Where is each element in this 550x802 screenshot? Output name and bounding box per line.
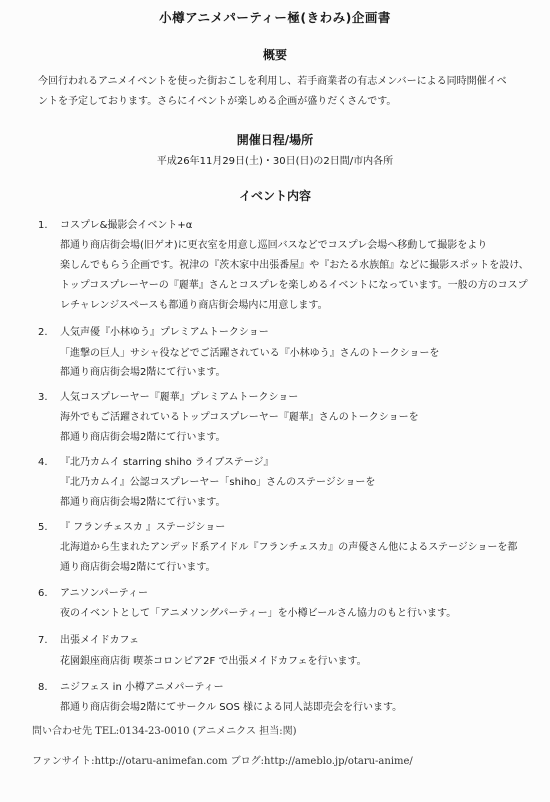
event-6-title-text: アニソンパーティー bbox=[60, 588, 148, 599]
schedule-text: 平成26年11月29日(土)・30日(日)の2日間/市内各所 bbox=[156, 156, 394, 167]
site-links: ファンサイト:http://otaru-animefan.com ブログ:http://ameblo.jp/otaru-anime/ bbox=[32, 756, 413, 767]
overview-line-2: ントを予定しております。さらにイベントが楽しめる企画が盛りだくさんです。 bbox=[38, 96, 397, 107]
event-5-title bbox=[38, 518, 225, 533]
schedule-heading: 開催日程/場所 bbox=[236, 133, 314, 147]
event-8-line-1: 都通り商店街会場2階にてサークル SOS 様による同人誌即売会を行います。 bbox=[60, 702, 403, 713]
overview-line-1: 今回行われるアニメイベントを使った街おこしを利用し、若手商業者の有志メンバーによる同時開催イベ bbox=[38, 76, 507, 87]
events-heading: イベント内容 bbox=[238, 189, 311, 203]
event-2-line-1: 「進撃の巨人」サシャ役などでご活躍されている『小林ゆう』さんのトークショーを bbox=[60, 348, 440, 359]
event-3-line-2: 都通り商店街会場2階にて行います。 bbox=[60, 432, 226, 443]
event-3-number: 3. bbox=[38, 392, 48, 403]
document-title: 小樽アニメパーティー極(きわみ)企画書 bbox=[159, 10, 391, 25]
event-1-line-2: 楽しんでもらう企画です。祝津の『茨木家中出張番屋』や『おたる水族館』などに撮影スポットを設け、 bbox=[60, 260, 529, 271]
event-8-number: 8. bbox=[38, 682, 48, 693]
event-8-title bbox=[38, 678, 224, 693]
event-1-title-text: コスプレ&撮影会イベント+α bbox=[60, 220, 193, 231]
contact-info: 問い合わせ先 TEL:0134-23-0010 (アニメニクス 担当:関) bbox=[32, 726, 297, 737]
overview-heading: 概要 bbox=[262, 48, 287, 62]
event-4-number: 4. bbox=[38, 457, 48, 468]
event-5-line-2: 通り商店街会場2階にて行います。 bbox=[60, 562, 216, 573]
event-1-line-3: トップコスプレーヤーの『麗華』さんとコスプレを楽しめるイベントになっています。一般の方のコスプ bbox=[60, 280, 528, 291]
event-2-title-text: 人気声優『小林ゆう』プレミアムトークショー bbox=[60, 327, 269, 338]
event-1-line-1: 都通り商店街会場(旧ゲオ)に更衣室を用意し巡回バスなどでコスプレ会場へ移動して撮影をより bbox=[60, 240, 488, 251]
event-1-line-4: レチャレンジスペースも都通り商店街会場内に用意します。 bbox=[60, 300, 328, 311]
event-1-title bbox=[38, 216, 192, 231]
event-2-number: 2. bbox=[38, 327, 48, 338]
event-4-line-1: 『北乃カムイ』公認コスプレーヤー「shiho」さんのステージショーを bbox=[60, 477, 376, 488]
event-6-number: 6. bbox=[38, 588, 48, 599]
event-3-title bbox=[38, 388, 298, 403]
event-5-number: 5. bbox=[38, 522, 48, 533]
event-8-title-text: ニジフェス in 小樽アニメパーティー bbox=[60, 682, 224, 693]
event-6-title bbox=[38, 584, 148, 599]
event-2-title bbox=[38, 323, 269, 338]
event-4-title bbox=[38, 453, 274, 468]
event-7-title-text: 出張メイドカフェ bbox=[60, 635, 139, 646]
event-5-title-text: 『 フランチェスカ 』ステージショー bbox=[60, 522, 226, 533]
event-2-line-2: 都通り商店街会場2階にて行います。 bbox=[60, 367, 226, 378]
event-4-title-text: 『北乃カムイ starring shiho ライブステージ』 bbox=[60, 457, 274, 468]
event-4-line-2: 都通り商店街会場2階にて行います。 bbox=[60, 497, 226, 508]
event-7-line-1: 花園銀座商店街 喫茶コロンビア2F で出張メイドカフェを行います。 bbox=[60, 656, 367, 667]
event-3-line-1: 海外でもご活躍されているトップコスプレーヤー『麗華』さんのトークショーを bbox=[60, 412, 419, 423]
event-1-number: 1. bbox=[38, 220, 48, 231]
event-7-number: 7. bbox=[38, 635, 48, 646]
event-5-line-1: 北海道から生まれたアンデッド系アイドル『フランチェスカ』の声優さん他によるステージショーを都 bbox=[60, 542, 518, 553]
event-7-title bbox=[38, 631, 139, 646]
event-3-title-text: 人気コスプレーヤー『麗華』プレミアムトークショー bbox=[60, 392, 299, 403]
event-6-line-1: 夜のイベントとして「アニメソングパーティー」を小樽ビールさん協力のもと行います。 bbox=[60, 608, 457, 619]
